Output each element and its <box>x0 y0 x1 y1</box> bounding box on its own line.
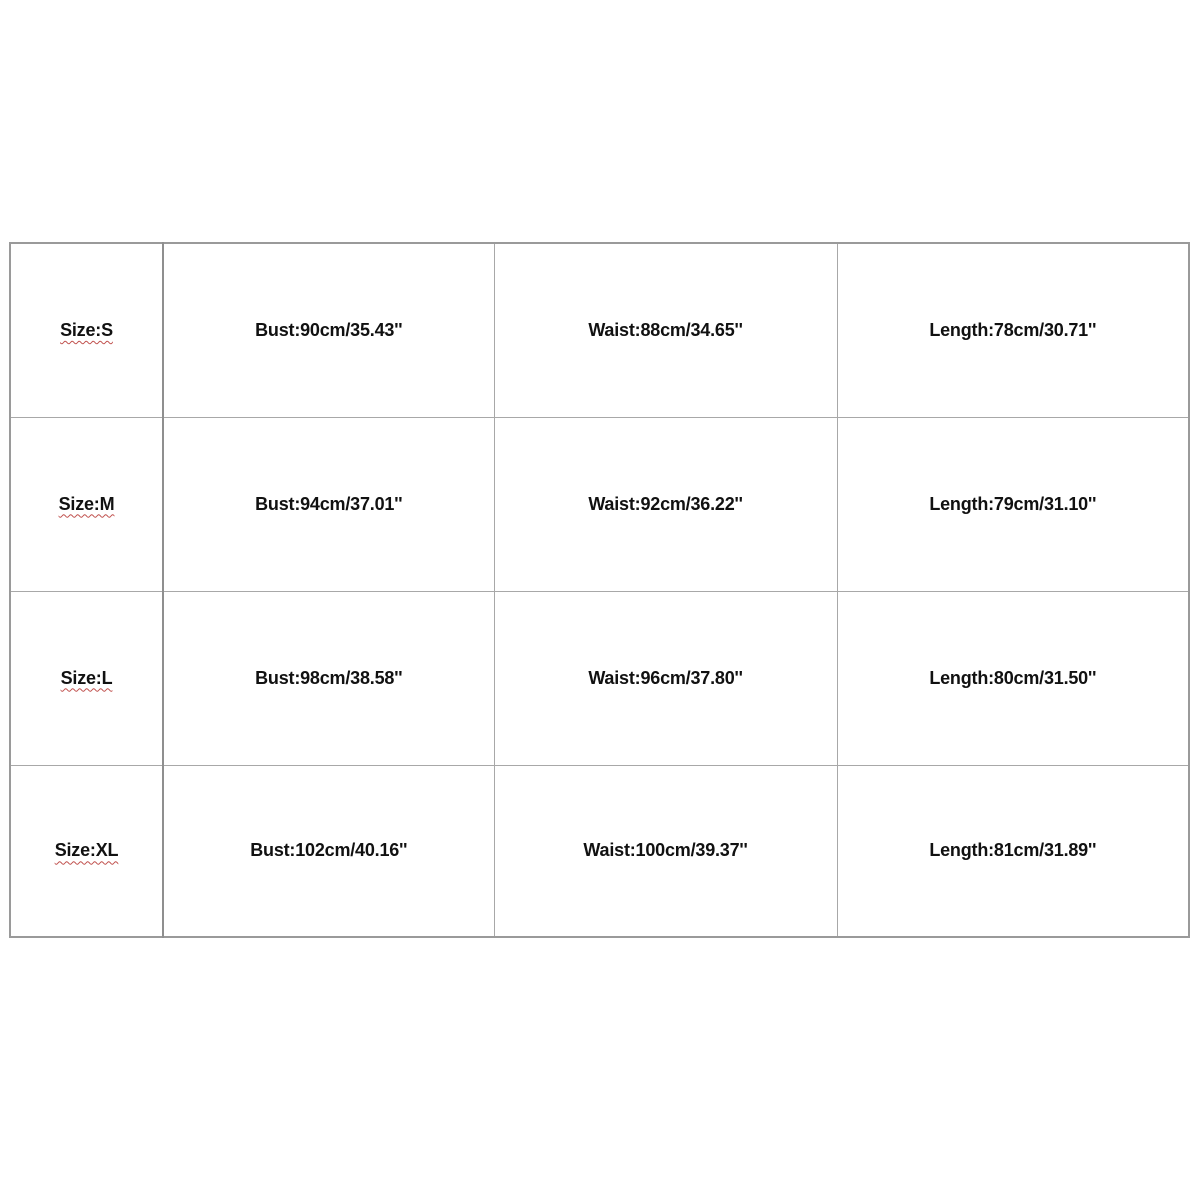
size-label: Size:M <box>58 493 115 514</box>
waist-cell: Waist:92cm/36.22'' <box>494 417 837 591</box>
length-cell: Length:79cm/31.10'' <box>837 417 1189 591</box>
bust-cell: Bust:102cm/40.16'' <box>163 765 494 937</box>
table-row <box>10 765 1189 937</box>
bust-cell: Bust:98cm/38.58'' <box>163 591 494 765</box>
size-label: Size:S <box>60 319 113 340</box>
length-cell: Length:78cm/30.71'' <box>837 243 1189 417</box>
length-cell: Length:80cm/31.50'' <box>837 591 1189 765</box>
size-cell <box>10 591 163 765</box>
size-cell <box>10 243 163 417</box>
waist-cell: Waist:100cm/39.37'' <box>494 765 837 937</box>
length-cell: Length:81cm/31.89'' <box>837 765 1189 937</box>
size-chart-table <box>9 242 1190 938</box>
size-cell <box>10 765 163 937</box>
bust-cell: Bust:90cm/35.43'' <box>163 243 494 417</box>
size-label: Size:XL <box>54 840 119 861</box>
bust-cell: Bust:94cm/37.01'' <box>163 417 494 591</box>
size-label: Size:L <box>60 667 113 688</box>
waist-cell: Waist:88cm/34.65'' <box>494 243 837 417</box>
table-row <box>10 243 1189 417</box>
waist-cell: Waist:96cm/37.80'' <box>494 591 837 765</box>
table-row <box>10 591 1189 765</box>
size-cell <box>10 417 163 591</box>
table-row <box>10 417 1189 591</box>
